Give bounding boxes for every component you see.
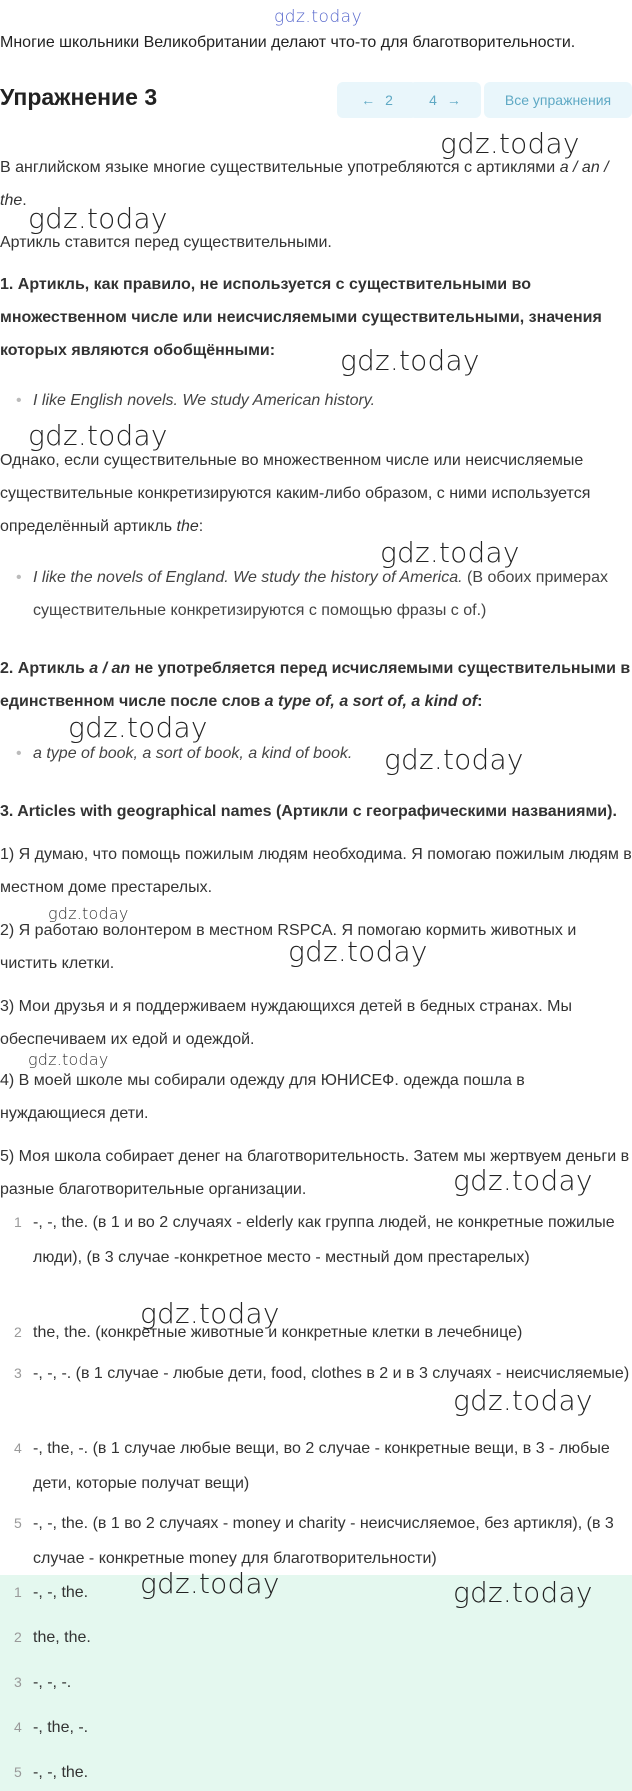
theory-paragraph-1: В английском языке многие существительные употребляются с артиклями a / an / the. [0, 159, 609, 209]
translation-4: 4) В моей школе мы собирали одежду для ЮНИСЕФ. одежда пошла в нуждающиеся дети. [0, 1072, 525, 1122]
answer-item: 2 the, the. [14, 1629, 91, 1646]
translation-3: 3) Мои друзья и я поддерживаем нуждающихся детей в бедных странах. Мы обеспечиваем их едой и одеждой. [0, 998, 572, 1048]
explanation-item: 1 -, -, the. (в 1 и во 2 случаях - elderly как группа людей, не конкретные пожилые люди), (в 3 случае -конкретное место - местный дом престарелых) [14, 1214, 615, 1266]
watermark: gdz.today [140, 1567, 280, 1600]
intro-text: Многие школьники Великобритании делают что-то для благотворительности. [0, 34, 576, 51]
answer-item: 1 -, -, the. [14, 1584, 89, 1601]
translation-1: 1) Я думаю, что помощь пожилым людям необходима. Я помогаю пожилым людям в местном доме престарелых. [0, 846, 632, 896]
watermark: gdz.today [340, 344, 480, 377]
next-exercise-label: 4 [429, 92, 437, 108]
answer-item: 3 -, -, -. [14, 1674, 72, 1691]
rule-2: 2. Артикль a / an не употребляется перед исчисляемыми существительными в единственном числе после слов a type of, a sort of, a kind of: [0, 660, 631, 710]
watermark: gdz.today [288, 935, 428, 968]
watermark: gdz.today [380, 536, 520, 569]
prev-exercise-label: 2 [385, 92, 393, 108]
translation-2: 2) Я работаю волонтером в местном RSPCA. Я помогаю кормить животных и чистить клетки. [0, 922, 577, 972]
watermark: gdz.today [28, 419, 168, 452]
explanation-item: 5 -, -, the. (в 1 во 2 случаях - money и charity - неисчисляемое, без артикля), (в 3 случае - конкретные money для благотворительности) [14, 1515, 614, 1567]
all-exercises-label: Все упражнения [504, 92, 612, 108]
watermark: gdz.today [28, 202, 168, 235]
watermark: gdz.today [440, 127, 580, 160]
arrow-right-icon: → [446, 92, 461, 108]
example-1: • I like English novels. We study American history. [16, 384, 626, 417]
watermark: gdz.today [48, 904, 129, 923]
theory-paragraph-3: Однако, если существительные во множественном числе или неисчисляемые существительные конкретизируются каким-либо образом, с ними используется определённый артикль the: [0, 452, 591, 535]
theory-paragraph-2: Артикль ставится перед существительными. [0, 234, 332, 251]
page-title: Упражнение 3 [0, 84, 158, 110]
rule-3: 3. Articles with geographical names (Артикли с географическими названиями). [0, 803, 617, 820]
watermark: gdz.today [453, 1384, 593, 1417]
example-2: • I like the novels of England. We study the history of America. (В обоих примерах существительные конкретизируются с помощью фразы с of.) [16, 561, 626, 627]
explanation-item: 4 -, the, -. (в 1 случае любые вещи, во 2 случае - конкретные вещи, в 3 - любые дети, которые получат вещи) [14, 1440, 610, 1492]
watermark: gdz.today [28, 1050, 109, 1069]
next-exercise-button[interactable] [409, 82, 481, 118]
explanation-item: 2 the, the. (конкретные животные и конкретные клетки в лечебнице) [14, 1324, 523, 1341]
rule-1: 1. Артикль, как правило, не используется с существительными во множественном числе или неисчисляемыми существительными, значения которых являются обобщёнными: [0, 276, 602, 359]
watermark: gdz.today [274, 7, 363, 27]
explanation-item: 3 -, -, -. (в 1 случае - любые дети, food, clothes в 2 и в 3 случаях - неисчисляемые) [14, 1365, 630, 1382]
watermark: gdz.today [453, 1164, 593, 1197]
watermark: gdz.today [140, 1297, 280, 1330]
arrow-left-icon: ← [361, 92, 376, 108]
translation-5: 5) Моя школа собирает денег на благотворительность. Затем мы жертвуем деньги в разные благотворительные организации. [0, 1148, 630, 1198]
answer-item: 5 -, -, the. [14, 1764, 89, 1781]
watermark: gdz.today [453, 1576, 593, 1609]
example-3: • a type of book, a sort of book, a kind of book. [16, 737, 626, 770]
watermark: gdz.today [68, 711, 208, 744]
watermark: gdz.today [384, 743, 524, 776]
answer-item: 4 -, the, -. [14, 1719, 89, 1736]
all-exercises-button[interactable] [484, 82, 632, 118]
prev-exercise-button[interactable] [337, 82, 417, 118]
